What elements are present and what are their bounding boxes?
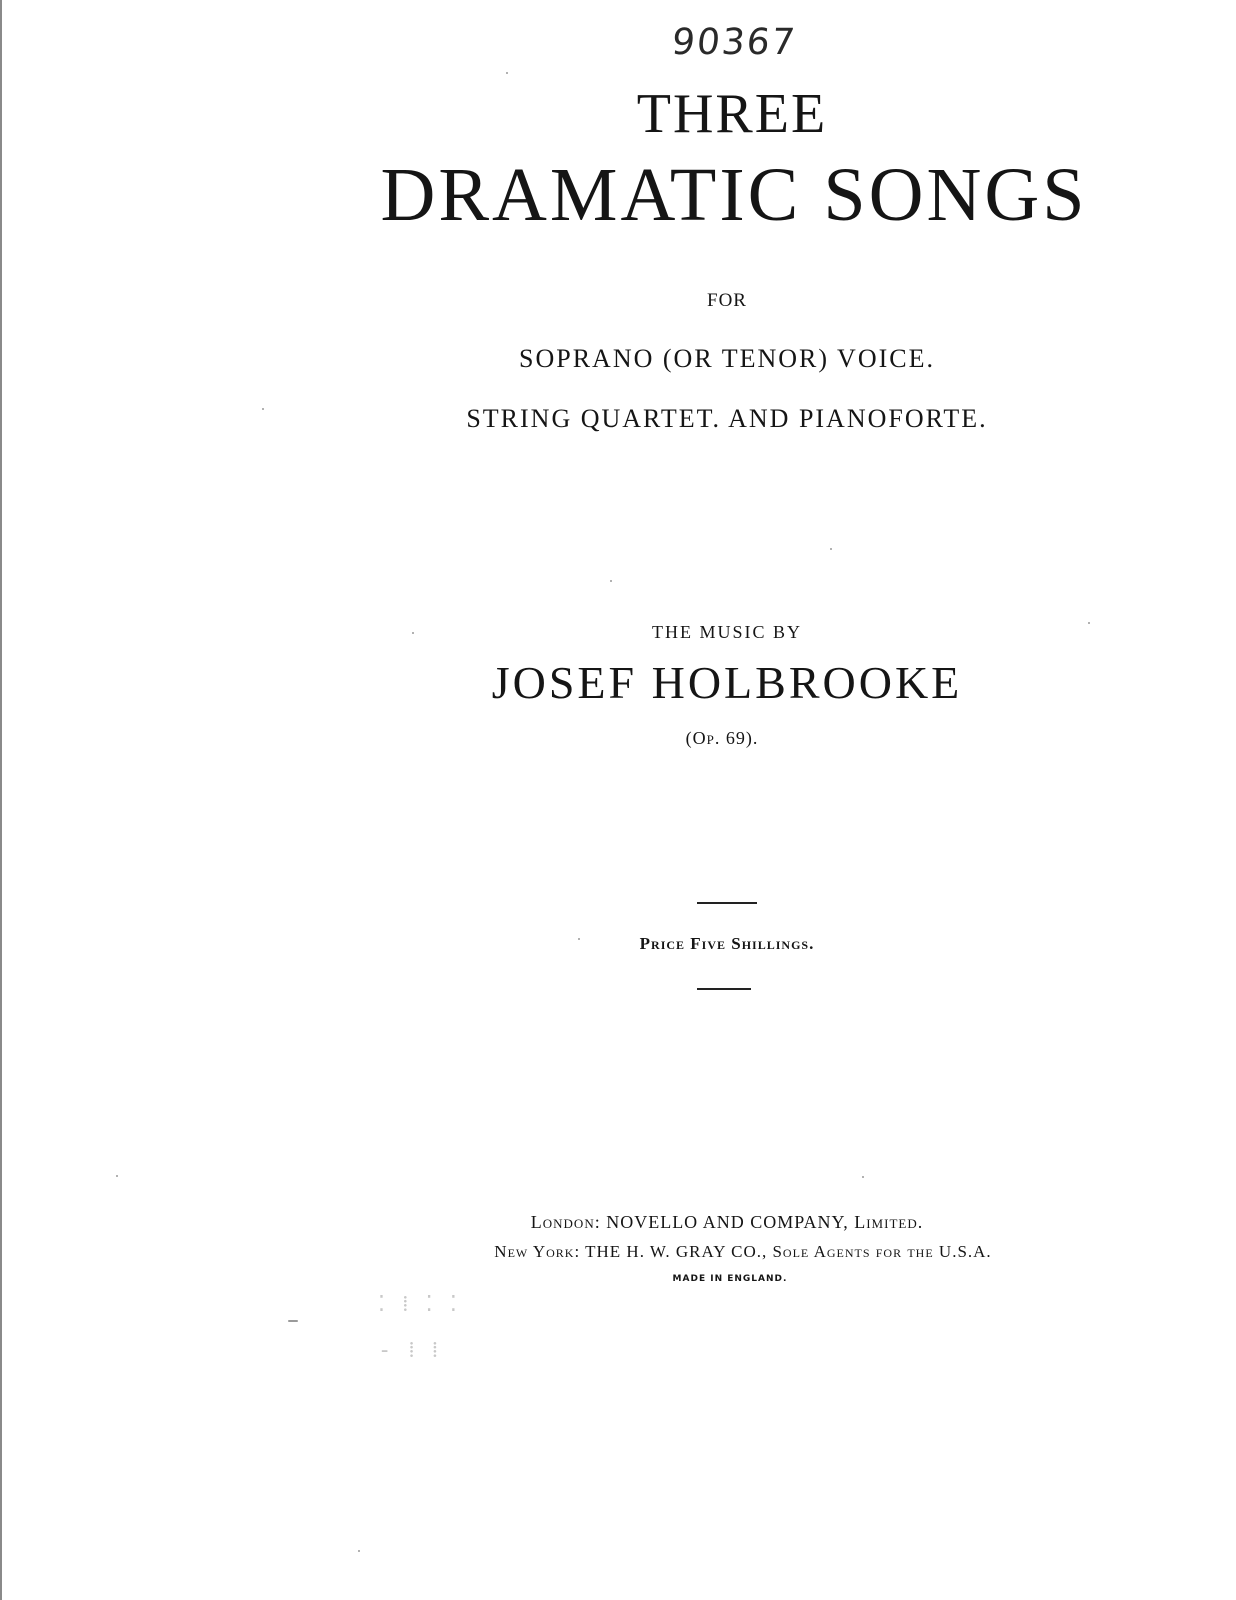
title-line-dramatic-songs: DRAMATIC SONGS bbox=[380, 153, 1088, 237]
publisher-new-york: New York: THE H. W. GRAY CO., Sole Agents for the U.S.A. bbox=[494, 1242, 992, 1261]
paper-speck bbox=[610, 580, 612, 582]
divider-bottom bbox=[697, 988, 751, 990]
faded-stamp-mark: ⁚ ⁞ ⁚ ⁚ ‑ ⁞ ⁞ bbox=[378, 1292, 459, 1363]
page-edge bbox=[0, 0, 2, 1600]
paper-speck bbox=[506, 72, 508, 74]
voice-line: SOPRANO (OR TENOR) VOICE. bbox=[519, 344, 935, 373]
paper-speck bbox=[116, 1175, 118, 1177]
paper-speck bbox=[358, 1550, 360, 1552]
paper-speck bbox=[1088, 622, 1090, 624]
paper-speck bbox=[830, 548, 832, 550]
opus-number: (Op. 69). bbox=[685, 728, 759, 748]
publisher-london: London: NOVELLO AND COMPANY, Limited. bbox=[530, 1212, 924, 1232]
music-by-label: THE MUSIC BY bbox=[651, 622, 802, 642]
made-in-england: MADE IN ENGLAND. bbox=[672, 1274, 788, 1284]
paper-speck bbox=[578, 938, 580, 940]
paper-speck bbox=[412, 632, 414, 634]
title-line-three: THREE bbox=[636, 83, 828, 145]
for-label: FOR bbox=[707, 290, 747, 311]
paper-speck bbox=[862, 1176, 864, 1178]
paper-speck bbox=[262, 408, 264, 410]
handwritten-catalog-number: 90367 bbox=[669, 22, 799, 63]
price-line: Price Five Shillings. bbox=[639, 934, 815, 953]
paper-speck bbox=[288, 1320, 298, 1322]
composer-name: JOSEF HOLBROOKE bbox=[491, 657, 963, 708]
ensemble-line: STRING QUARTET. AND PIANOFORTE. bbox=[466, 404, 988, 433]
divider-top bbox=[697, 902, 757, 904]
